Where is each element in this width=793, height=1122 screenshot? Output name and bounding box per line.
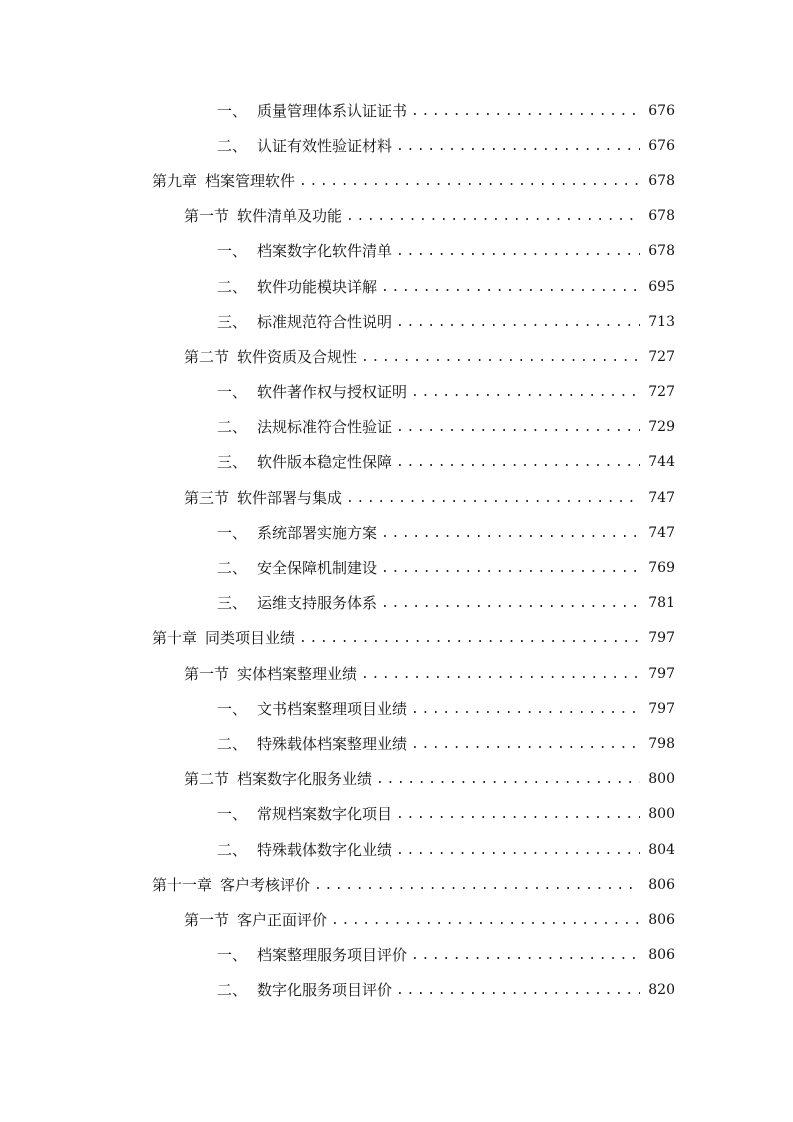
toc-entry-title: 档案管理软件 (205, 171, 296, 190)
toc-entry-title: 质量管理体系认证证书 (257, 101, 408, 120)
toc-dot-leader (411, 383, 640, 403)
toc-entry-number: 二、 (217, 136, 248, 155)
toc-entry[interactable] (0, 269, 793, 304)
toc-entry-number: 三、 (217, 594, 248, 613)
toc-entry-page: 820 (648, 982, 675, 999)
toc-entry-number: 第二节 (184, 770, 230, 789)
toc-entry-page: 713 (648, 313, 675, 330)
toc-entry-title: 实体档案整理业绩 (237, 664, 358, 683)
toc-entry-page: 806 (648, 876, 675, 893)
toc-entry[interactable] (0, 515, 793, 550)
toc-entry-page: 769 (648, 560, 675, 577)
toc-dot-leader (411, 735, 640, 755)
toc-entry-title: 数字化服务项目评价 (257, 981, 393, 1000)
toc-dot-leader (381, 594, 640, 614)
toc-entry[interactable] (0, 445, 793, 480)
toc-section-entry[interactable] (0, 762, 793, 797)
toc-entry-number: 第十一章 (152, 875, 213, 894)
toc-chapter-entry[interactable] (0, 163, 793, 198)
toc-dot-leader (396, 137, 640, 157)
toc-chapter-entry[interactable] (0, 867, 793, 902)
toc-dot-leader (396, 453, 640, 473)
toc-entry-title: 客户正面评价 (237, 910, 328, 929)
toc-entry-number: 一、 (217, 383, 248, 402)
toc-entry-page: 806 (648, 947, 675, 964)
toc-entry-number: 二、 (217, 418, 248, 437)
toc-entry-page: 729 (648, 419, 675, 436)
toc-entry[interactable] (0, 726, 793, 761)
toc-entry[interactable] (0, 691, 793, 726)
toc-entry-page: 806 (648, 911, 675, 928)
toc-entry-page: 676 (648, 102, 675, 119)
toc-entry-number: 二、 (217, 840, 248, 859)
toc-dot-leader (381, 278, 640, 298)
toc-entry-number: 一、 (217, 805, 248, 824)
toc-dot-leader (411, 700, 640, 720)
toc-section-entry[interactable] (0, 902, 793, 937)
toc-entry-title: 档案数字化软件清单 (257, 242, 393, 261)
toc-entry-title: 特殊载体档案整理业绩 (257, 734, 408, 753)
toc-entry-number: 第一节 (184, 664, 230, 683)
toc-entry-page: 747 (648, 524, 675, 541)
toc-entry-page: 797 (648, 665, 675, 682)
toc-entry-page: 800 (648, 771, 675, 788)
toc-entry-page: 695 (648, 278, 675, 295)
toc-entry-number: 二、 (217, 277, 248, 296)
toc-entry-title: 认证有效性验证材料 (257, 136, 393, 155)
toc-entry[interactable] (0, 797, 793, 832)
toc-entry-number: 三、 (217, 453, 248, 472)
toc-entry-number: 第二节 (184, 347, 230, 366)
toc-entry-number: 二、 (217, 981, 248, 1000)
toc-section-entry[interactable] (0, 656, 793, 691)
toc-entry-title: 软件资质及合规性 (237, 347, 358, 366)
toc-entry-title: 常规档案数字化项目 (257, 805, 393, 824)
toc-dot-leader (396, 313, 640, 333)
toc-entry-page: 800 (648, 806, 675, 823)
toc-entry[interactable] (0, 375, 793, 410)
toc-entry-page: 678 (648, 208, 675, 225)
toc-section-entry[interactable] (0, 339, 793, 374)
toc-entry-title: 档案数字化服务业绩 (237, 770, 373, 789)
toc-entry[interactable] (0, 304, 793, 339)
toc-entry-title: 法规标准符合性验证 (257, 418, 393, 437)
toc-entry[interactable] (0, 550, 793, 585)
toc-dot-leader (361, 348, 640, 368)
toc-dot-leader (396, 418, 640, 438)
toc-entry-number: 第九章 (152, 171, 198, 190)
toc-entry[interactable] (0, 973, 793, 1008)
toc-entry-title: 文书档案整理项目业绩 (257, 699, 408, 718)
toc-entry-number: 第十章 (152, 629, 198, 648)
toc-dot-leader (396, 242, 640, 262)
toc-entry-title: 标准规范符合性说明 (257, 312, 393, 331)
toc-entry[interactable] (0, 938, 793, 973)
toc-dot-leader (346, 489, 640, 509)
toc-entry-number: 二、 (217, 734, 248, 753)
toc-entry-title: 运维支持服务体系 (257, 594, 378, 613)
toc-dot-leader (331, 911, 640, 931)
toc-entry[interactable] (0, 234, 793, 269)
toc-entry-number: 一、 (217, 101, 248, 120)
toc-dot-leader (376, 770, 640, 790)
toc-entry-number: 三、 (217, 312, 248, 331)
toc-entry-page: 678 (648, 243, 675, 260)
toc-dot-leader (346, 207, 640, 227)
toc-entry-page: 804 (648, 841, 675, 858)
toc-section-entry[interactable] (0, 480, 793, 515)
toc-dot-leader (299, 172, 640, 192)
toc-entry-page: 797 (648, 630, 675, 647)
table-of-contents (0, 93, 793, 1008)
toc-entry-title: 软件版本稳定性保障 (257, 453, 393, 472)
toc-entry-title: 特殊载体数字化业绩 (257, 840, 393, 859)
toc-section-entry[interactable] (0, 199, 793, 234)
toc-entry-title: 安全保障机制建设 (257, 559, 378, 578)
toc-entry-title: 软件功能模块详解 (257, 277, 378, 296)
toc-entry[interactable] (0, 410, 793, 445)
toc-entry-number: 第三节 (184, 488, 230, 507)
toc-entry-number: 二、 (217, 559, 248, 578)
toc-entry-page: 798 (648, 735, 675, 752)
toc-chapter-entry[interactable] (0, 621, 793, 656)
toc-entry[interactable] (0, 586, 793, 621)
toc-entry-page: 747 (648, 489, 675, 506)
toc-dot-leader (381, 524, 640, 544)
toc-dot-leader (314, 876, 640, 896)
toc-dot-leader (396, 805, 640, 825)
toc-entry-title: 软件清单及功能 (237, 207, 343, 226)
toc-entry-page: 678 (648, 172, 675, 189)
toc-entry-title: 同类项目业绩 (205, 629, 296, 648)
toc-entry-title: 档案整理服务项目评价 (257, 946, 408, 965)
toc-entry-title: 软件部署与集成 (237, 488, 343, 507)
toc-entry-title: 客户考核评价 (220, 875, 311, 894)
toc-entry-page: 781 (648, 595, 675, 612)
toc-dot-leader (361, 665, 640, 685)
toc-entry-page: 727 (648, 384, 675, 401)
toc-entry-title: 软件著作权与授权证明 (257, 383, 408, 402)
toc-dot-leader (411, 946, 640, 966)
toc-entry-number: 第一节 (184, 910, 230, 929)
toc-entry-number: 第一节 (184, 207, 230, 226)
toc-dot-leader (411, 102, 640, 122)
toc-entry-page: 727 (648, 348, 675, 365)
toc-entry-page: 676 (648, 137, 675, 154)
toc-entry-number: 一、 (217, 946, 248, 965)
toc-dot-leader (299, 629, 640, 649)
toc-dot-leader (396, 981, 640, 1001)
toc-entry-number: 一、 (217, 699, 248, 718)
toc-entry-number: 一、 (217, 242, 248, 261)
toc-entry[interactable] (0, 832, 793, 867)
toc-dot-leader (396, 841, 640, 861)
toc-dot-leader (381, 559, 640, 579)
toc-entry[interactable] (0, 128, 793, 163)
toc-entry-page: 797 (648, 700, 675, 717)
toc-entry-page: 744 (648, 454, 675, 471)
toc-entry-number: 一、 (217, 523, 248, 542)
toc-entry[interactable] (0, 93, 793, 128)
toc-entry-title: 系统部署实施方案 (257, 523, 378, 542)
